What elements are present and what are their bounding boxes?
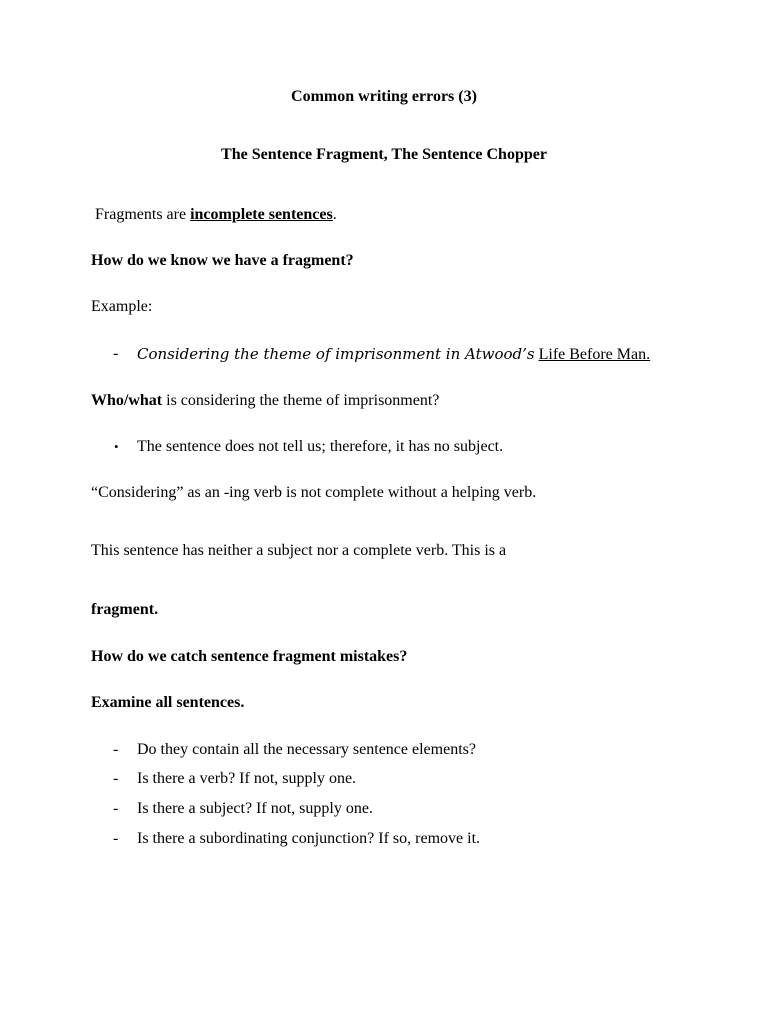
neither-line: This sentence has neither a subject nor a complete verb. This is a	[91, 542, 507, 559]
who-what-rest: is considering the theme of imprisonment?	[162, 392, 440, 409]
intro-suffix: .	[332, 206, 337, 223]
checklist-marker: -	[113, 830, 119, 847]
checklist-item: Is there a verb? If not, supply one.	[137, 770, 357, 787]
considering-line: “Considering” as an -ing verb is not complete without a helping verb.	[91, 484, 537, 501]
example-book-title: Life Before Man.	[538, 346, 651, 363]
who-what-bold: Who/what	[91, 392, 163, 409]
checklist-marker: -	[113, 741, 119, 758]
bullet-marker: •	[114, 439, 119, 454]
intro-emphasis: incomplete sentences	[190, 206, 333, 223]
checklist-item: Is there a subject? If not, supply one.	[137, 800, 373, 817]
intro-prefix: Fragments are	[95, 206, 191, 223]
example-dash-marker: -	[113, 345, 119, 362]
bullet-item-text: The sentence does not tell us; therefore, it has no subject.	[137, 438, 504, 455]
question-know-fragment: How do we know we have a fragment?	[91, 252, 354, 269]
checklist-marker: -	[113, 770, 119, 787]
who-what-line	[91, 391, 439, 411]
document-title: Common writing errors (3)	[291, 88, 477, 105]
document-subtitle: The Sentence Fragment, The Sentence Chopper	[221, 146, 547, 163]
intro-line	[95, 205, 337, 225]
checklist-marker: -	[113, 800, 119, 817]
question-catch-mistakes: How do we catch sentence fragment mistakes?	[91, 648, 408, 665]
example-item	[137, 344, 650, 365]
example-label: Example:	[91, 298, 153, 315]
checklist-item: Is there a subordinating conjunction? If so, remove it.	[137, 830, 481, 847]
checklist-item: Do they contain all the necessary sentence elements?	[137, 741, 476, 758]
example-italic-text: Considering the theme of imprisonment in Atwood’s	[137, 345, 535, 363]
examine-line: Examine all sentences.	[91, 694, 245, 711]
fragment-word: fragment.	[91, 601, 159, 618]
